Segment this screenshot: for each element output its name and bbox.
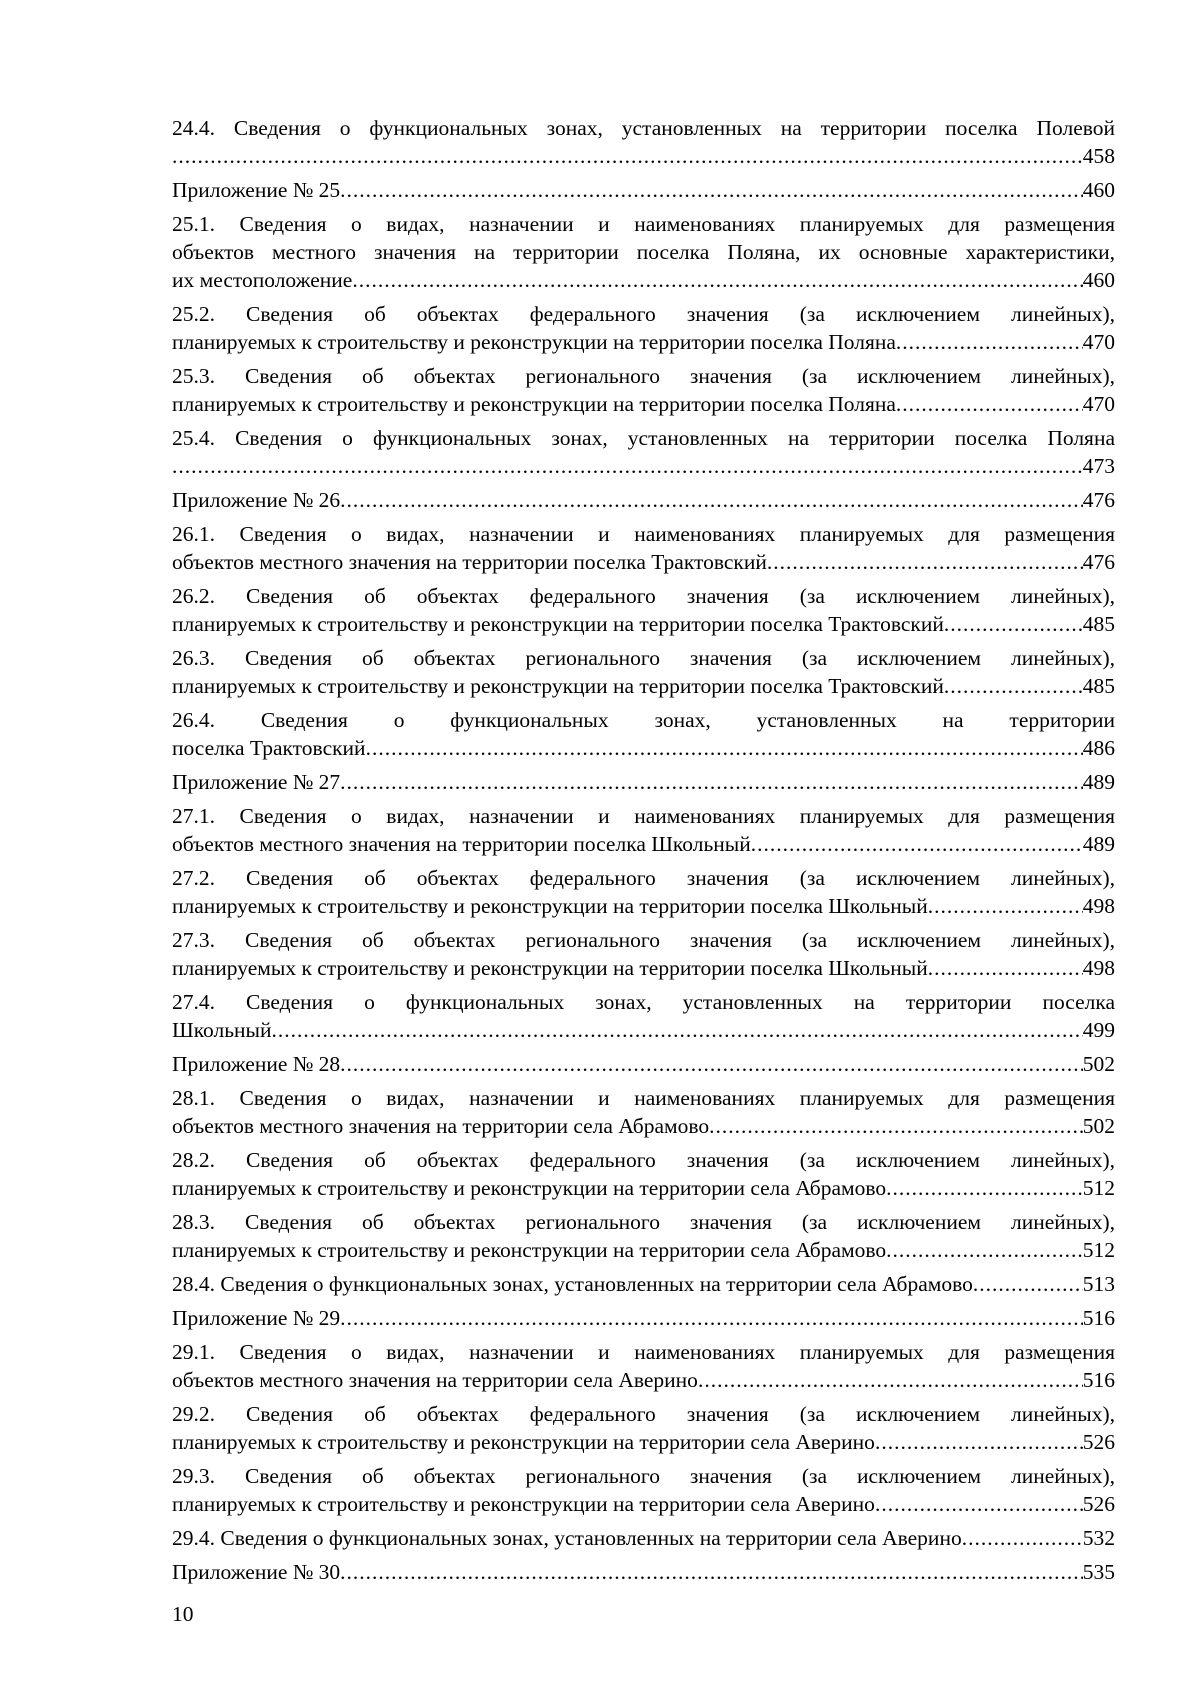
toc-entry-line: 29.2. Сведения об объектах федерального значения (за исключением линейных), <box>172 1402 1115 1426</box>
toc-page-number: 512 <box>1082 1238 1115 1262</box>
toc-entry-last-line <box>172 1558 1115 1586</box>
dot-leader <box>340 1050 1083 1078</box>
toc-page-number: 473 <box>1082 454 1115 478</box>
toc-page-number: 470 <box>1082 392 1115 416</box>
toc-entry-last-line <box>172 672 1115 700</box>
toc-entry-text: планируемых к строительству и реконструкции на территории села Абрамово <box>172 1176 887 1200</box>
dot-leader <box>272 1016 1083 1044</box>
toc-page-number: 512 <box>1082 1176 1115 1200</box>
toc-entry[interactable] <box>172 1050 1115 1078</box>
toc-page-number: 502 <box>1082 1052 1115 1076</box>
toc-entry-text: планируемых к строительству и реконструкции на территории поселка Школьный <box>172 894 928 918</box>
dot-leader <box>340 486 1083 514</box>
toc-entry-last-line <box>172 548 1115 576</box>
toc-entry[interactable] <box>172 926 1115 982</box>
toc-entry-text: Приложение № 26 <box>172 488 341 512</box>
toc-entry-line: 24.4. Сведения о функциональных зонах, установленных на территории поселка Полевой <box>172 116 1115 140</box>
toc-entry-line: 28.2. Сведения об объектах федерального значения (за исключением линейных), <box>172 1148 1115 1172</box>
toc-page-number: 489 <box>1082 770 1115 794</box>
toc-entry-text: 28.4. Сведения о функциональных зонах, установленных на территории села Абрамово <box>172 1272 973 1296</box>
toc-entry-text: поселка Трактовский <box>172 736 366 760</box>
toc-entry-line: 25.2. Сведения об объектах федерального значения (за исключением линейных), <box>172 302 1115 326</box>
dot-leader <box>340 1304 1083 1332</box>
toc-entry-line: 28.1. Сведения о видах, назначении и наименованиях планируемых для размещения <box>172 1086 1115 1110</box>
dot-leader <box>896 328 1083 356</box>
toc-entry-last-line <box>172 1050 1115 1078</box>
dot-leader <box>875 1428 1083 1456</box>
toc-entry-last-line <box>172 892 1115 920</box>
toc-entry-last-line <box>172 830 1115 858</box>
toc-entry-last-line <box>172 176 1115 204</box>
toc-entry-line: 26.4. Сведения о функциональных зонах, установленных на территории <box>172 708 1115 732</box>
dot-leader <box>340 768 1083 796</box>
toc-entry-last-line <box>172 1490 1115 1518</box>
toc-entry[interactable] <box>172 114 1115 170</box>
toc-entry-line: 27.4. Сведения о функциональных зонах, установленных на территории поселка <box>172 990 1115 1014</box>
toc-entry-text: планируемых к строительству и реконструкции на территории поселка Трактовский <box>172 612 944 636</box>
dot-leader <box>886 1174 1083 1202</box>
table-of-contents <box>172 114 1115 1592</box>
dot-leader <box>973 1270 1083 1298</box>
toc-page-number: 516 <box>1082 1368 1115 1392</box>
dot-leader <box>340 1558 1083 1586</box>
toc-entry-text: объектов местного значения на территории поселка Школьный <box>172 832 751 856</box>
toc-entry-last-line <box>172 1270 1115 1298</box>
toc-entry-line: 29.3. Сведения об объектах регионального значения (за исключением линейных), <box>172 1464 1115 1488</box>
toc-entry[interactable] <box>172 300 1115 356</box>
toc-entry[interactable] <box>172 1304 1115 1332</box>
toc-entry-last-line <box>172 734 1115 762</box>
toc-page-number: 489 <box>1082 832 1115 856</box>
toc-entry-text: объектов местного значения на территории поселка Трактовский <box>172 550 767 574</box>
dot-leader <box>875 1490 1083 1518</box>
toc-entry[interactable] <box>172 864 1115 920</box>
dot-leader <box>172 142 1083 170</box>
toc-entry[interactable] <box>172 362 1115 418</box>
dot-leader <box>944 610 1083 638</box>
toc-entry-last-line <box>172 1236 1115 1264</box>
dot-leader <box>340 176 1083 204</box>
toc-page-number: 532 <box>1082 1526 1115 1550</box>
dot-leader <box>709 1112 1083 1140</box>
toc-entry-last-line <box>172 328 1115 356</box>
dot-leader <box>928 892 1083 920</box>
toc-entry-line: 25.3. Сведения об объектах регионального значения (за исключением линейных), <box>172 364 1115 388</box>
toc-entry-last-line <box>172 266 1115 294</box>
toc-entry-last-line <box>172 1174 1115 1202</box>
dot-leader <box>751 830 1083 858</box>
toc-entry[interactable] <box>172 706 1115 762</box>
toc-entry-text: Приложение № 28 <box>172 1052 341 1076</box>
toc-entry[interactable] <box>172 1208 1115 1264</box>
toc-entry[interactable] <box>172 486 1115 514</box>
toc-page-number: 486 <box>1082 736 1115 760</box>
toc-page-number: 470 <box>1082 330 1115 354</box>
toc-entry-line: объектов местного значения на территории поселка Поляна, их основные характеристики, <box>172 240 1115 264</box>
toc-entry[interactable] <box>172 644 1115 700</box>
toc-entry-last-line <box>172 1366 1115 1394</box>
toc-entry-last-line <box>172 486 1115 514</box>
toc-entry[interactable] <box>172 1084 1115 1140</box>
toc-page-number: 535 <box>1082 1560 1115 1584</box>
toc-page-number: 499 <box>1082 1018 1115 1042</box>
toc-entry-text: Приложение № 27 <box>172 770 341 794</box>
toc-entry[interactable] <box>172 1146 1115 1202</box>
toc-entry-text: планируемых к строительству и реконструкции на территории села Аверино <box>172 1492 875 1516</box>
toc-entry-text: их местоположение <box>172 268 353 292</box>
toc-entry-last-line <box>172 1304 1115 1332</box>
toc-page-number: 476 <box>1082 550 1115 574</box>
toc-page-number: 526 <box>1082 1492 1115 1516</box>
toc-entry[interactable] <box>172 1338 1115 1394</box>
dot-leader <box>962 1524 1083 1552</box>
toc-entry-text: Приложение № 25 <box>172 178 341 202</box>
toc-entry-line: 25.4. Сведения о функциональных зонах, установленных на территории поселка Поляна <box>172 426 1115 450</box>
toc-entry-text: планируемых к строительству и реконструкции на территории села Аверино <box>172 1430 875 1454</box>
toc-entry-line: 26.2. Сведения об объектах федерального значения (за исключением линейных), <box>172 584 1115 608</box>
toc-entry-line: 27.3. Сведения об объектах регионального значения (за исключением линейных), <box>172 928 1115 952</box>
toc-entry-last-line <box>172 452 1115 480</box>
toc-page-number: 460 <box>1082 268 1115 292</box>
toc-entry[interactable] <box>172 1462 1115 1518</box>
toc-entry[interactable] <box>172 988 1115 1044</box>
toc-entry[interactable] <box>172 582 1115 638</box>
toc-page-number: 498 <box>1082 956 1115 980</box>
toc-entry-text: Приложение № 30 <box>172 1560 341 1584</box>
toc-entry-text: планируемых к строительству и реконструкции на территории села Абрамово <box>172 1238 887 1262</box>
toc-entry[interactable] <box>172 210 1115 294</box>
toc-entry[interactable] <box>172 802 1115 858</box>
toc-entry[interactable] <box>172 1558 1115 1586</box>
toc-entry-text: объектов местного значения на территории села Абрамово <box>172 1114 710 1138</box>
toc-entry-line: 27.2. Сведения об объектах федерального значения (за исключением линейных), <box>172 866 1115 890</box>
toc-entry-text: планируемых к строительству и реконструкции на территории поселка Поляна <box>172 392 896 416</box>
toc-page-number: 526 <box>1082 1430 1115 1454</box>
dot-leader <box>944 672 1083 700</box>
toc-page-number: 502 <box>1082 1114 1115 1138</box>
toc-entry-last-line <box>172 390 1115 418</box>
toc-page-number: 485 <box>1082 612 1115 636</box>
toc-entry-line: 27.1. Сведения о видах, назначении и наименованиях планируемых для размещения <box>172 804 1115 828</box>
toc-entry-last-line <box>172 954 1115 982</box>
toc-entry[interactable] <box>172 1270 1115 1298</box>
toc-entry-last-line <box>172 1428 1115 1456</box>
dot-leader <box>366 734 1083 762</box>
toc-entry-line: 26.3. Сведения об объектах регионального значения (за исключением линейных), <box>172 646 1115 670</box>
toc-entry-line: 28.3. Сведения об объектах регионального значения (за исключением линейных), <box>172 1210 1115 1234</box>
toc-entry[interactable] <box>172 768 1115 796</box>
toc-entry-text: планируемых к строительству и реконструкции на территории поселка Поляна <box>172 330 896 354</box>
toc-entry-line: 26.1. Сведения о видах, назначении и наименованиях планируемых для размещения <box>172 522 1115 546</box>
toc-page-number: 458 <box>1082 144 1115 168</box>
toc-entry-text: Школьный <box>172 1018 272 1042</box>
dot-leader <box>698 1366 1083 1394</box>
toc-entry-text: планируемых к строительству и реконструкции на территории поселка Школьный <box>172 956 928 980</box>
toc-entry-text: Приложение № 29 <box>172 1306 341 1330</box>
toc-page-number: 460 <box>1082 178 1115 202</box>
toc-entry-text: планируемых к строительству и реконструкции на территории поселка Трактовский <box>172 674 944 698</box>
dot-leader <box>928 954 1083 982</box>
toc-entry-text: 29.4. Сведения о функциональных зонах, установленных на территории села Аверино <box>172 1526 962 1550</box>
dot-leader <box>896 390 1083 418</box>
toc-entry-text: объектов местного значения на территории села Аверино <box>172 1368 698 1392</box>
toc-entry-last-line <box>172 1112 1115 1140</box>
toc-entry-last-line <box>172 142 1115 170</box>
page-number: 10 <box>172 1602 194 1626</box>
toc-entry-line: 29.1. Сведения о видах, назначении и наименованиях планируемых для размещения <box>172 1340 1115 1364</box>
toc-entry[interactable] <box>172 520 1115 576</box>
toc-page-number: 476 <box>1082 488 1115 512</box>
toc-entry[interactable] <box>172 1524 1115 1552</box>
toc-page-number: 513 <box>1082 1272 1115 1296</box>
dot-leader <box>172 452 1083 480</box>
toc-entry-last-line <box>172 1016 1115 1044</box>
toc-page-number: 485 <box>1082 674 1115 698</box>
toc-entry-last-line <box>172 610 1115 638</box>
toc-entry-last-line <box>172 768 1115 796</box>
dot-leader <box>886 1236 1083 1264</box>
toc-entry-last-line <box>172 1524 1115 1552</box>
dot-leader <box>767 548 1083 576</box>
toc-page-number: 516 <box>1082 1306 1115 1330</box>
toc-entry-line: 25.1. Сведения о видах, назначении и наименованиях планируемых для размещения <box>172 212 1115 236</box>
toc-entry[interactable] <box>172 1400 1115 1456</box>
toc-entry[interactable] <box>172 176 1115 204</box>
toc-entry[interactable] <box>172 424 1115 480</box>
toc-page-number: 498 <box>1082 894 1115 918</box>
dot-leader <box>352 266 1082 294</box>
